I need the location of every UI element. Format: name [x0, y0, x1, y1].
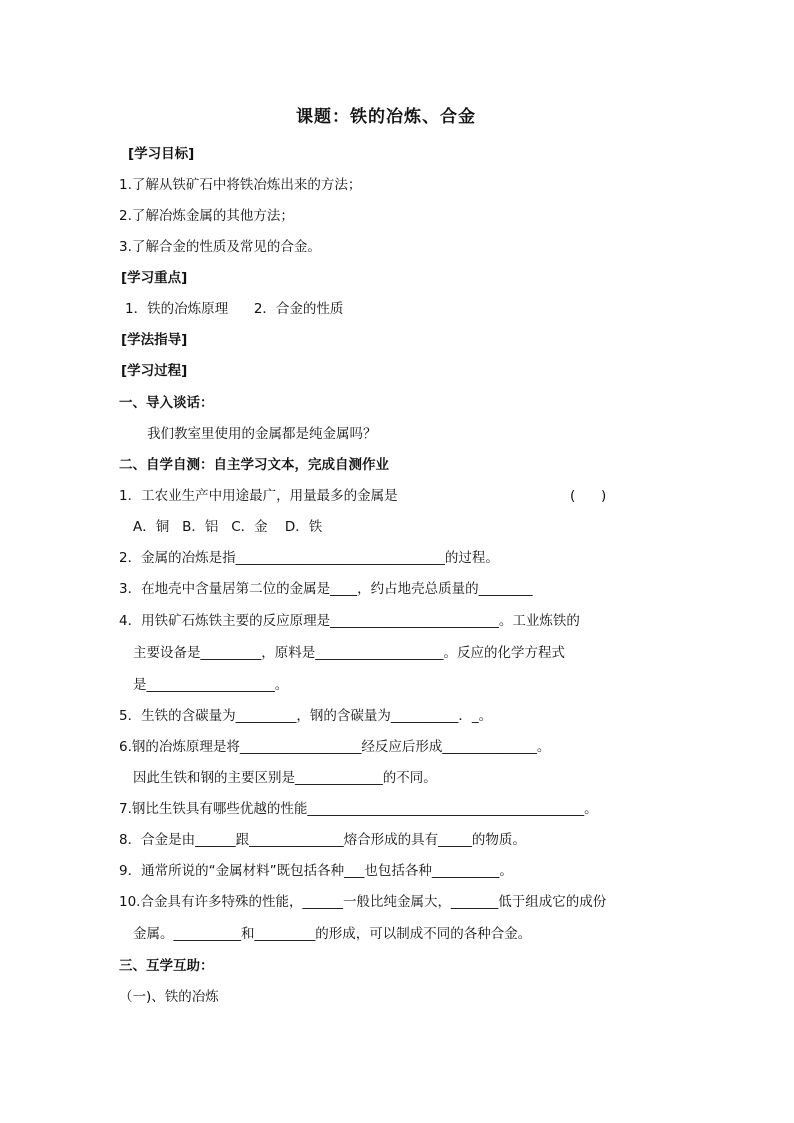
intro-heading: 一、导入谈话： [119, 395, 214, 411]
section-goals-heading: [学习目标] [128, 146, 195, 162]
question-8: 8．合金是由______跟______________熔合形成的具有_____的物质。 [119, 832, 526, 848]
question-10-line-1: 10.合金具有许多特殊的性能，______一般比纯金属大，_______低于组成它的成份 [119, 894, 607, 910]
question-9: 9．通常所说的“金属材料”既包括各种___也包括各种__________。 [119, 863, 513, 879]
section-key-heading: [学习重点] [121, 270, 188, 286]
question-4-line-3: 是___________________。 [133, 677, 289, 693]
question-2: 2．金属的冶炼是指_______________________________的过程。 [119, 550, 499, 566]
question-7: 7.钢比生铁具有哪些优越的性能_________________________________________。 [119, 801, 598, 817]
section-method-heading: [学法指导] [121, 332, 188, 348]
question-5: 5．生铁的含碳量为_________，钢的含碳量为__________．_。 [119, 708, 493, 724]
question-6-line-1: 6.钢的冶炼原理是将__________________经反应后形成______________。 [119, 739, 551, 755]
mutual-heading: 三、互学互助： [119, 958, 214, 974]
answer-bracket: ( ) [570, 488, 607, 504]
goal-item: 1.了解从铁矿石中将铁冶炼出来的方法； [119, 177, 362, 193]
question-4-line-1: 4．用铁矿石炼铁主要的反应原理是_________________________。工业炼铁的 [119, 613, 580, 629]
question-3: 3．在地壳中含量居第二位的金属是____，约占地壳总质量的________ [119, 581, 533, 597]
question-4-line-2: 主要设备是_________，原料是___________________。反应的化学方程式 [133, 645, 565, 661]
goal-item: 2.了解冶炼金属的其他方法； [119, 208, 294, 224]
question-1-options: A．铜 B．铝 C．金 D．铁 [133, 519, 323, 535]
question-6-line-2: 因此生铁和钢的主要区别是_____________的不同。 [133, 770, 437, 786]
question-1: 1．工农业生产中用途最广，用量最多的金属是 [119, 488, 398, 504]
key-points: 1．铁的冶炼原理 2．合金的性质 [125, 301, 344, 317]
question-10-line-2: 金属。__________和_________的形成，可以制成不同的各种合金。 [133, 926, 532, 942]
goal-item: 3.了解合金的性质及常见的合金。 [119, 239, 321, 255]
selftest-heading: 二、自学自测：自主学习文本，完成自测作业 [119, 457, 389, 473]
page-title: 课题：铁的冶炼、合金 [296, 107, 476, 127]
intro-text: 我们教室里使用的金属都是纯金属吗？ [147, 426, 377, 442]
mutual-subheading: （一)、铁的冶炼 [119, 989, 219, 1005]
section-process-heading: [学习过程] [121, 363, 188, 379]
